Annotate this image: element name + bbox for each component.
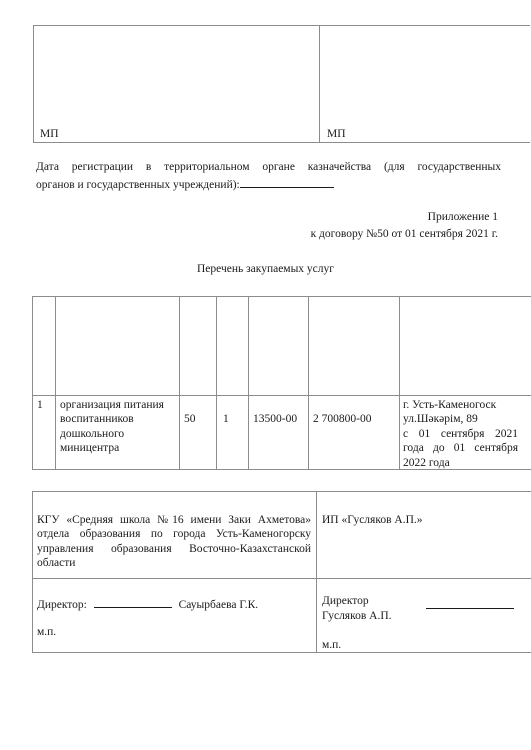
service-quantity: 50 xyxy=(184,413,196,425)
services-table xyxy=(32,296,531,470)
column-divider xyxy=(55,297,56,469)
registration-line-2 xyxy=(36,176,501,194)
service-name-line: организация питания xyxy=(60,399,164,411)
supplier-director-name: Гусляков А.П. xyxy=(322,610,392,622)
seal-table xyxy=(33,25,530,143)
customer-line: управления образования Восточно-Казахстанской xyxy=(37,542,311,555)
seal-label-left: МП xyxy=(40,127,59,140)
appendix-heading xyxy=(311,209,498,242)
place-line: с 01 сентября 2021 xyxy=(403,427,518,440)
service-place-and-term xyxy=(403,398,518,470)
service-name-line: дошкольного xyxy=(60,427,125,440)
column-divider xyxy=(179,297,180,469)
appendix-title: Приложение 1 xyxy=(427,211,498,223)
appendix-contract-ref: к договору №50 от 01 сентября 2021 г. xyxy=(310,227,498,240)
services-list-title: Перечень закупаемых услуг xyxy=(196,263,334,275)
service-name xyxy=(60,398,164,456)
registration-paragraph xyxy=(36,159,501,193)
parties-row-divider xyxy=(33,578,531,579)
seal-table-divider xyxy=(319,26,320,142)
customer-signature-line xyxy=(37,596,258,612)
service-name-line: миницентра xyxy=(60,442,120,455)
service-price: 13500-00 xyxy=(253,413,298,425)
seal-label-right: МП xyxy=(327,127,346,140)
customer-director-name: Сауырбаева Г.К. xyxy=(178,599,259,611)
place-line: года до 01 сентября xyxy=(403,442,518,455)
service-total: 2 700800-00 xyxy=(313,413,372,425)
registration-line-1: Дата регистрации в территориальном органе казначейства (для государственных xyxy=(36,161,501,173)
customer-line: КГУ «Средняя школа №16 имени Заки Ахметова» xyxy=(37,514,311,526)
parties-column-divider xyxy=(316,492,317,652)
registration-date-blank xyxy=(240,176,334,188)
customer-line: области xyxy=(37,557,76,570)
registration-line-2-text: органов и государственных учреждений): xyxy=(36,178,240,191)
column-divider xyxy=(216,297,217,469)
place-line: г. Усть-Каменогоск xyxy=(403,399,497,411)
customer-line: отдела образования по города Усть-Каменогорску xyxy=(37,528,311,541)
supplier-name: ИП «Гусляков А.П.» xyxy=(322,514,423,526)
column-divider xyxy=(399,297,400,469)
row-number: 1 xyxy=(37,399,43,411)
parties-table xyxy=(32,491,531,653)
place-line: 2022 года xyxy=(403,456,450,469)
place-line: ул.Шәкәрім, 89 xyxy=(403,413,478,426)
service-name-line: воспитанников xyxy=(60,413,134,426)
supplier-seal: м.п. xyxy=(322,639,342,651)
service-unit: 1 xyxy=(223,413,229,425)
customer-signature-blank xyxy=(94,596,172,608)
customer-details xyxy=(37,513,311,571)
header-row-divider xyxy=(33,395,531,396)
customer-seal: м.п. xyxy=(37,626,57,638)
customer-director-label: Директор: xyxy=(37,599,87,611)
supplier-signature-blank xyxy=(426,597,514,609)
column-divider xyxy=(248,297,249,469)
supplier-director-label: Директор xyxy=(322,595,369,607)
column-divider xyxy=(308,297,309,469)
